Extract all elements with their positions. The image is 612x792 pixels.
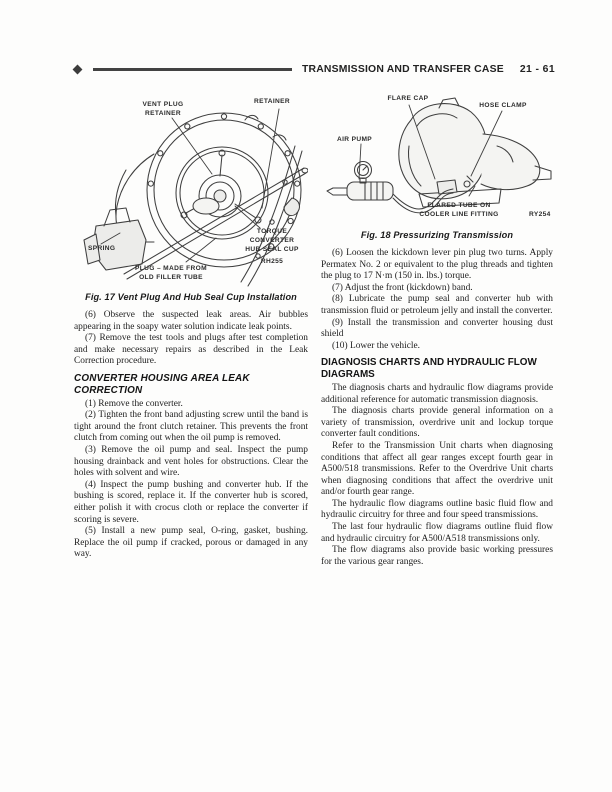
label-air-pump: AIR PUMP [337, 136, 373, 143]
left-para-7: (7) Remove the test tools and plugs after test completion and make necessary repairs as described in the Leak Correction procedure. [74, 333, 308, 367]
figure-17 [74, 90, 308, 302]
header-title: TRANSMISSION AND TRANSFER CASE [301, 64, 504, 75]
label-torque-converter-line2: CONVERTER [249, 237, 295, 244]
label-flared-tube-line2: COOLER LINE FITTING [419, 211, 499, 218]
right-para-5: The last four hydraulic flow diagrams outline fluid flow and hydraulic circuitry for A500/A518 transmissions only. [321, 522, 553, 544]
label-flared-tube: FLARED TUBE ON [427, 202, 491, 209]
left-step-5: (5) Install a new pump seal, O-ring, gasket, bushing. Replace the oil pump if cracked, porous or damaged in any way. [74, 526, 308, 560]
label-vent-plug-retainer: VENT PLUG [142, 101, 184, 108]
label-plug: PLUG – MADE FROM [135, 265, 207, 272]
right-para-1: The diagnosis charts and hydraulic flow diagrams provide additional reference for automatic transmission diagnosis. [321, 382, 553, 405]
right-step-7: (7) Adjust the front (kickdown) band. [332, 282, 473, 293]
label-torque-converter: TORQUE [256, 228, 288, 235]
heading-line: CORRECTION [74, 384, 143, 396]
fig18-illustration [321, 86, 553, 228]
figure-18 [321, 86, 553, 240]
right-step-8: (8) Lubricate the pump seal and converter hub with transmission fluid or petroleum jelly and install the converter. [321, 294, 553, 316]
left-step-2: (2) Tighten the front band adjusting screw until the band is tight around the front clutch retainer. This prevents the front clutch from coming out when the oil pump is removed. [74, 410, 308, 444]
section-heading-diagnosis-charts [321, 357, 553, 381]
left-step-1: (1) Remove the converter. [85, 398, 183, 409]
page-header [74, 64, 555, 75]
label-torque-converter-line3: HUB SEAL CUP [245, 246, 299, 253]
label-retainer: RETAINER [253, 98, 291, 105]
heading-line: CONVERTER HOUSING AREA LEAK [74, 372, 250, 384]
fig18-caption: Fig. 18 Pressurizing Transmission [360, 230, 514, 240]
left-column [74, 90, 308, 561]
right-step-6: (6) Loosen the kickdown lever pin plug two turns. Apply Permatex No. 2 or equivalent to the plug threads and tighten the plug to 17 N·m (150 in. lbs.) torque. [321, 248, 553, 282]
diamond-bullet-icon [73, 65, 83, 75]
fig17-ref-code: RH255 [260, 258, 284, 265]
heading-line: DIAGNOSIS CHARTS AND HYDRAULIC FLOW [321, 357, 537, 369]
right-para-3: Refer to the Transmission Unit charts when diagnosing conditions that affect all gear ranges except fourth gear in A500/518 transmissions. Refer to the Overdrive Unit charts when diagnosing conditions that affect the overdrive unit and/or fourth gear range. [321, 440, 553, 498]
left-step-3: (3) Remove the oil pump and seal. Inspect the pump housing drainback and vent holes for obstructions. Clear the holes with solvent and wire. [74, 444, 308, 479]
right-step-10: (10) Lower the vehicle. [332, 340, 420, 351]
heading-line: DIAGRAMS [321, 369, 375, 381]
label-hose-clamp: HOSE CLAMP [479, 102, 527, 109]
label-plug-line2: OLD FILLER TUBE [139, 274, 203, 281]
label-spring: SPRING [88, 245, 116, 252]
right-para-6: The flow diagrams also provide basic working pressures for the various gear ranges. [321, 545, 553, 567]
right-para-4: The hydraulic flow diagrams outline basic fluid flow and hydraulic circuitry for three and four speed transmissions. [321, 498, 553, 521]
fig18-ref-code: RY254 [529, 211, 551, 218]
label-vent-plug-retainer-line2: RETAINER [144, 110, 182, 117]
fig18-drawing [327, 98, 551, 213]
page-number: 21 - 61 [519, 64, 555, 75]
fig17-caption: Fig. 17 Vent Plug And Hub Seal Cup Installation [85, 292, 297, 302]
section-heading-converter-housing [74, 373, 308, 397]
right-column [321, 86, 553, 568]
right-para-2: The diagnosis charts provide general information on a variety of transmission, overdrive unit and lockup torque converter fault conditions. [321, 406, 553, 440]
left-step-4: (4) Inspect the pump bushing and converter hub. If the bushing is scored, replace it. If the converter hub is scored, either polish it with crocus cloth or replace the converter if scoring is severe. [74, 479, 308, 525]
label-flare-cap: FLARE CAP [387, 95, 429, 102]
header-rule [93, 68, 292, 70]
right-step-9: (9) Install the transmission and converter housing dust shield [321, 317, 553, 340]
left-para-6: (6) Observe the suspected leak areas. Air bubbles appearing in the soapy water solution indicate leak points. [74, 310, 308, 332]
fig17-illustration [74, 90, 308, 290]
